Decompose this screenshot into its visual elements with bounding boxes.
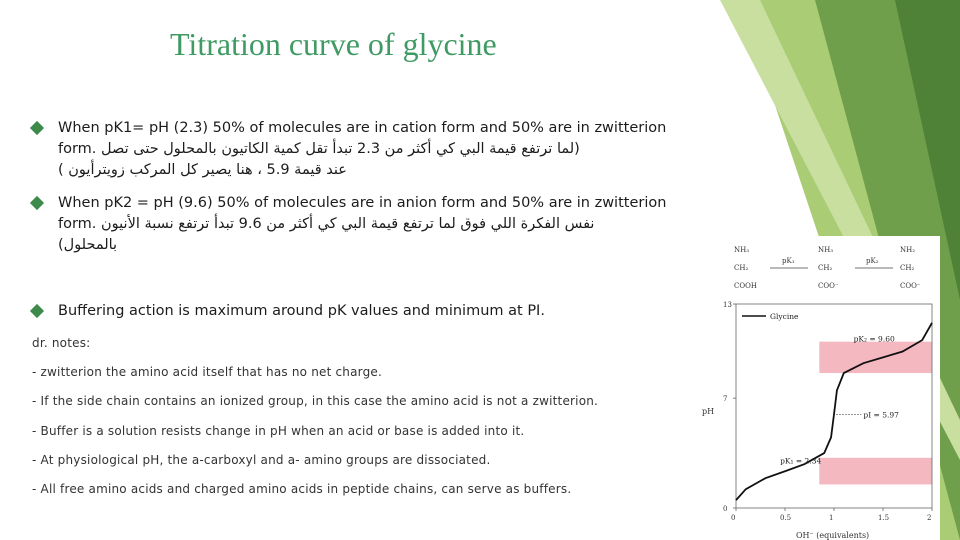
diamond-bullet-icon: [30, 196, 44, 210]
species-right-line: NH₂: [900, 246, 916, 254]
buffer-region: [819, 342, 932, 373]
buffer-region: [819, 458, 932, 485]
bullet-line: When pK2 = pH (9.6) 50% of molecules are in anion form and 50% are in zwitterion: [58, 195, 667, 211]
annotation-pi: pI = 5.97: [863, 410, 899, 420]
species-right-line: COO⁻: [900, 282, 921, 290]
note-line: - All free amino acids and charged amino acids in peptide chains, can serve as buffers.: [32, 482, 572, 496]
annotation-pk1: pK₁ = 2.34: [780, 456, 822, 466]
note-line: - If the side chain contains an ionized group, in this case the amino acid is not a zwitterion.: [32, 394, 599, 408]
x-tick-label: 1: [829, 514, 834, 522]
species-left-line: CH₂: [734, 264, 749, 272]
bullet-pk1: [32, 118, 722, 181]
bullet-line: بالمحلول): [58, 237, 118, 253]
x-tick-label: 1.5: [878, 514, 890, 522]
bullet-line: عند قيمة 5.9 ، هنا يصير كل المركب زويترأيون ): [58, 162, 347, 178]
bullet-line: When pK1= pH (2.3) 50% of molecules are in cation form and 50% are in zwitterion: [58, 120, 667, 136]
annotation-pk2: pK₂ = 9.60: [853, 334, 895, 344]
note-heading: dr. notes:: [32, 336, 91, 350]
bullet-buffering: [32, 301, 722, 322]
x-tick-label: 0.5: [780, 514, 792, 522]
x-axis-label: OH⁻ (equivalents): [796, 531, 870, 540]
x-tick-label: 2: [927, 514, 932, 522]
bullet-line: form. لما ترتفع قيمة البي كي أكثر من 2.3 تبدأ تقل كمية الكاتيون بالمحلول حتى تصل): [58, 141, 580, 157]
bullet-line: form. نفس الفكرة اللي فوق لما ترتفع قيمة البي كي أكثر من 9.6 تبدأ ترتفع نسبة الأنيون: [58, 216, 595, 232]
diamond-bullet-icon: [30, 304, 44, 318]
note-line: - Buffer is a solution resists change in pH when an acid or base is added into it.: [32, 424, 525, 438]
species-left-line: NH₃: [734, 246, 750, 254]
note-line: - At physiological pH, the a-carboxyl and a- amino groups are dissociated.: [32, 453, 491, 467]
bullet-line: Buffering action is maximum around pK values and minimum at PI.: [58, 303, 545, 319]
species-middle-line: NH₃: [818, 246, 834, 254]
species-middle-line: COO⁻: [818, 282, 839, 290]
y-tick-label: 0: [723, 505, 728, 513]
diamond-bullet-icon: [30, 121, 44, 135]
glycine-titration-chart: [700, 236, 940, 540]
slide-title: Titration curve of glycine: [170, 26, 497, 62]
species-right-line: CH₂: [900, 264, 915, 272]
note-line: - zwitterion the amino acid itself that has no net charge.: [32, 365, 382, 379]
arrow-label-pk1: pK₁: [782, 257, 795, 265]
legend-glycine: Glycine: [770, 312, 799, 321]
x-tick-label: 0: [731, 514, 736, 522]
y-tick-label: 13: [723, 301, 732, 309]
y-axis-label: pH: [702, 407, 715, 416]
species-middle-line: CH₂: [818, 264, 833, 272]
species-left-line: COOH: [734, 282, 757, 290]
arrow-label-pk2: pK₂: [866, 257, 879, 265]
bullet-pk2: [32, 193, 722, 256]
y-tick-label: 7: [723, 395, 728, 404]
